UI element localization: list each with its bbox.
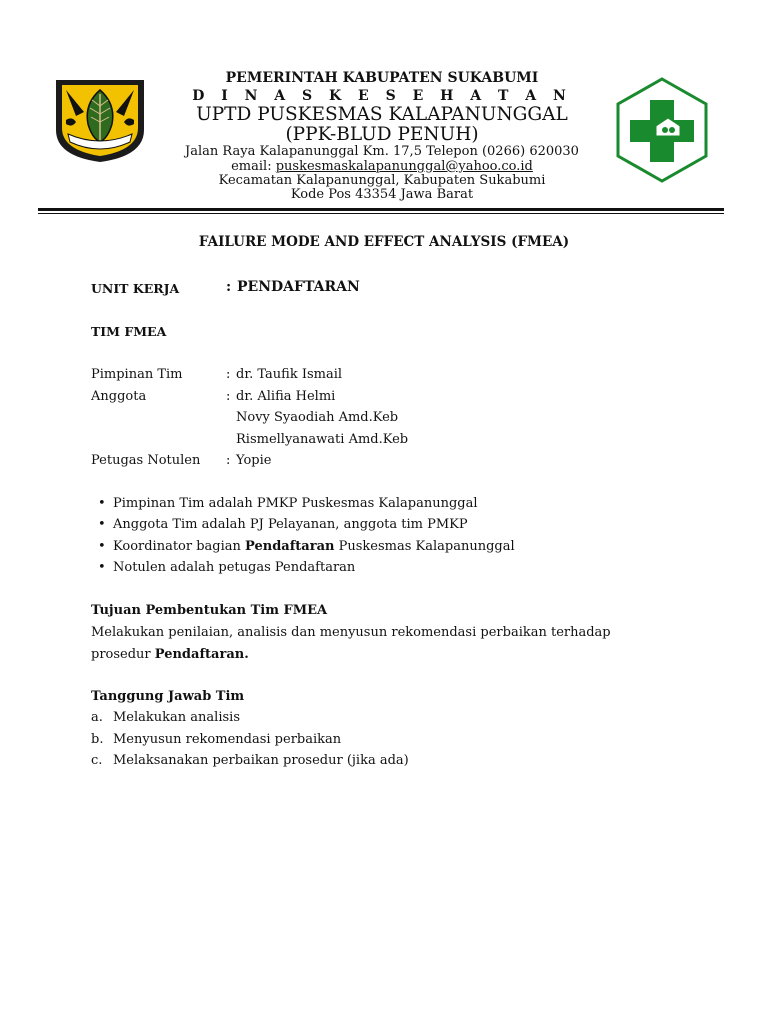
unit-colon: :: [226, 279, 232, 295]
bullet-icon: •: [98, 496, 106, 511]
team-role-label: Petugas Notulen: [91, 453, 201, 468]
department-name: D I N A S K E S E H A T A N: [192, 88, 572, 104]
institution-district: Kecamatan Kalapanunggal, Kabupaten Sukabumi: [218, 173, 546, 188]
bullet-item: [113, 539, 515, 554]
bullet-item-pre: Koordinator bagian: [113, 539, 246, 554]
purpose-pre: prosedur: [91, 647, 155, 662]
email-label: email:: [231, 159, 272, 174]
team-member-name: dr. Taufik Ismail: [236, 367, 343, 382]
list-index: b.: [91, 732, 104, 747]
team-colon: :: [226, 453, 231, 468]
list-index: c.: [91, 753, 103, 768]
unit-value: PENDAFTARAN: [237, 279, 360, 295]
team-member-name: Rismellyanawati Amd.Keb: [236, 432, 409, 447]
puskesmas-green-cross-icon: [614, 76, 710, 184]
team-heading: TIM FMEA: [91, 324, 167, 339]
list-index: a.: [91, 710, 103, 725]
header-divider-thick: [38, 208, 724, 211]
team-member-name: Yopie: [236, 453, 272, 468]
team-role-label: Anggota: [91, 389, 147, 404]
email-link[interactable]: puskesmaskalapanunggal@yahoo.co.id: [275, 159, 533, 174]
bullet-icon: •: [98, 517, 106, 532]
institution-postal: Kode Pos 43354 Jawa Barat: [290, 187, 474, 202]
purpose-text-line: Melakukan penilaian, analisis dan menyusun rekomendasi perbaikan terhadap: [91, 625, 611, 640]
institution-name: UPTD PUSKESMAS KALAPANUNGGAL: [196, 104, 568, 125]
team-colon: :: [226, 367, 231, 382]
bullet-item: Anggota Tim adalah PJ Pelayanan, anggota tim PMKP: [113, 517, 468, 532]
list-item: Melaksanakan perbaikan prosedur (jika ada): [113, 753, 409, 768]
government-name: PEMERINTAH KABUPATEN SUKABUMI: [225, 70, 539, 86]
list-item: Menyusun rekomendasi perbaikan: [113, 732, 342, 747]
team-member-name: dr. Alifia Helmi: [236, 389, 336, 404]
unit-label: UNIT KERJA: [91, 281, 180, 296]
purpose-heading: Tujuan Pembentukan Tim FMEA: [91, 603, 328, 618]
institution-status: (PPK-BLUD PENUH): [285, 124, 479, 145]
bullet-item-bold: Pendaftaran: [245, 539, 335, 554]
bullet-icon: •: [98, 560, 106, 575]
document-title: FAILURE MODE AND EFFECT ANALYSIS (FMEA): [198, 234, 570, 250]
purpose-text-line: [91, 647, 249, 662]
bullet-icon: •: [98, 539, 106, 554]
list-item: Melakukan analisis: [113, 710, 240, 725]
team-colon: :: [226, 389, 231, 404]
header-divider-thin: [38, 213, 724, 214]
purpose-bold: Pendaftaran.: [154, 647, 249, 662]
institution-address: Jalan Raya Kalapanunggal Km. 17,5 Telepon (0266) 620030: [185, 144, 579, 159]
bullet-item: Pimpinan Tim adalah PMKP Puskesmas Kalapanunggal: [113, 496, 478, 511]
team-role-label: Pimpinan Tim: [91, 367, 183, 382]
team-member-name: Novy Syaodiah Amd.Keb: [236, 410, 399, 425]
sukabumi-regency-emblem-icon: [50, 76, 150, 164]
institution-email-line: [150, 159, 614, 174]
responsibility-heading: Tanggung Jawab Tim: [91, 689, 245, 704]
bullet-item: Notulen adalah petugas Pendaftaran: [113, 560, 356, 575]
bullet-item-post: Puskesmas Kalapanunggal: [334, 539, 515, 554]
